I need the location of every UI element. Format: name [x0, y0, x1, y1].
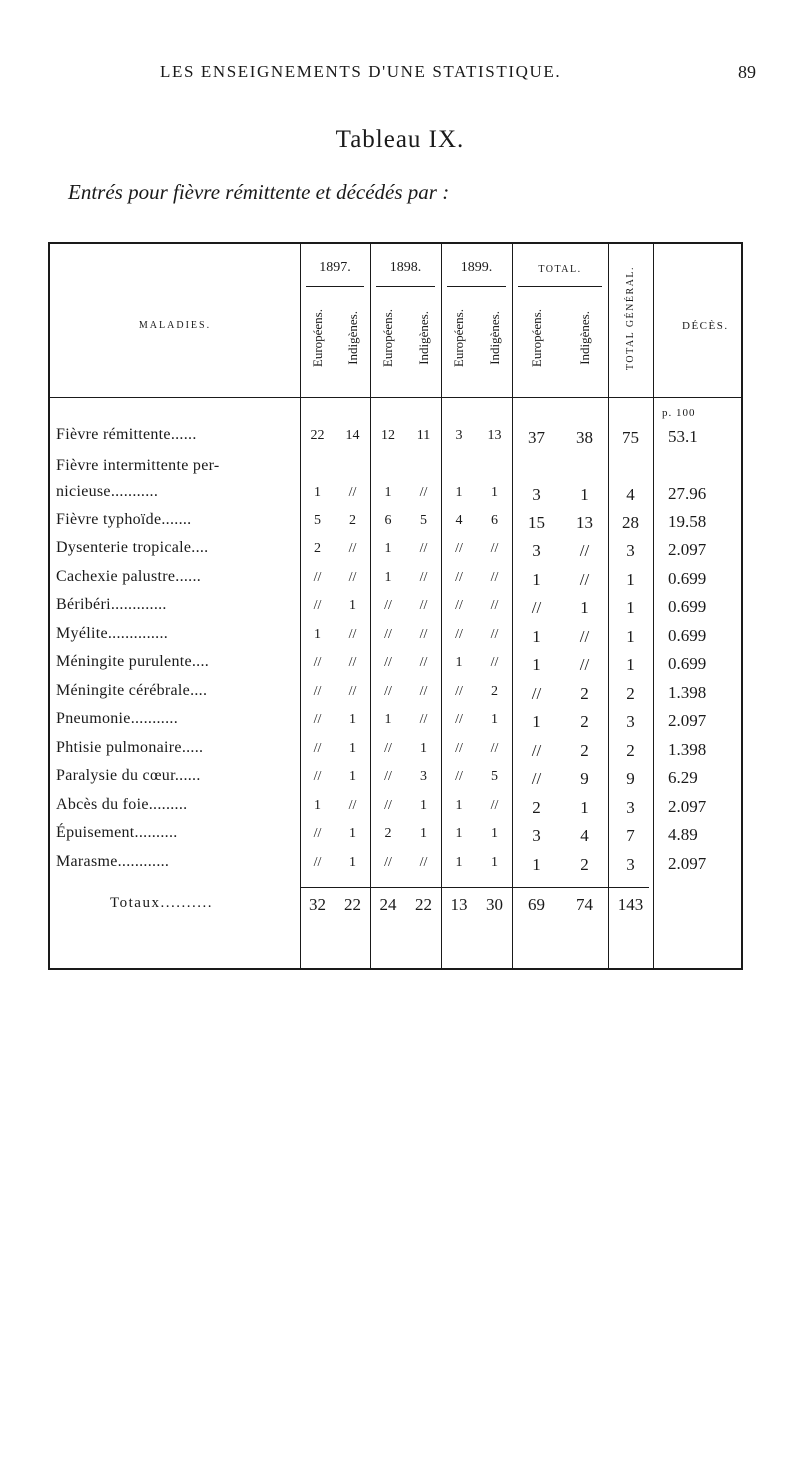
table-cell: 1 — [580, 484, 589, 504]
table-cell: 1 — [532, 626, 541, 646]
table-cell: // — [313, 854, 322, 870]
table-cell: 3 — [532, 484, 541, 504]
table-cell: // — [455, 569, 463, 585]
table-cell: 3 — [626, 797, 635, 817]
table-cell: 38 — [576, 428, 593, 447]
table-cell: 1 — [491, 826, 498, 841]
totals-cell: 143 — [617, 895, 644, 914]
table-row — [50, 424, 745, 453]
header-year: TOTAL. — [538, 264, 582, 275]
row-deces: 4.89 — [668, 825, 698, 844]
row-label: Phtisie pulmonaire..... — [56, 738, 204, 756]
table-cell: 5 — [314, 512, 321, 528]
table-cell: // — [384, 769, 392, 784]
table-cell: 1 — [532, 569, 541, 589]
header-total-general — [617, 254, 645, 382]
table-cell: 6 — [384, 512, 392, 528]
totals-cell: 30 — [486, 895, 503, 914]
header-subcolumn — [410, 292, 438, 384]
totals-cell: 22 — [415, 895, 432, 914]
table-cell: 7 — [626, 826, 635, 845]
table-row — [50, 537, 745, 566]
table-cell: // — [348, 797, 357, 813]
totals-cell: 32 — [309, 895, 326, 914]
row-deces: 1.398 — [668, 682, 707, 702]
table-cell: 9 — [580, 769, 589, 788]
table-cell: 2 — [384, 826, 392, 841]
table-cell: 3 — [532, 826, 541, 845]
header-subcolumn — [304, 292, 332, 384]
table-cell: 15 — [528, 512, 545, 532]
table-cell: // — [313, 569, 322, 585]
table-cell: 1 — [626, 598, 635, 617]
table-cell: // — [348, 655, 357, 670]
row-label: Pneumonie........... — [56, 710, 178, 727]
table-cell: 1 — [349, 712, 356, 727]
table-cell: 22 — [310, 428, 325, 443]
table-cell: 14 — [345, 428, 360, 443]
table-cell: // — [384, 854, 392, 870]
table-row — [50, 509, 745, 538]
table-cell: // — [419, 484, 428, 500]
table-cell: // — [384, 626, 392, 642]
deces-unit: p. 100 — [662, 407, 696, 419]
table-cell: // — [419, 598, 428, 613]
header-subcolumn-label: Européens. — [380, 308, 395, 368]
table-cell: // — [490, 740, 499, 756]
table-cell: 3 — [532, 541, 541, 560]
row-deces: 2.097 — [668, 540, 707, 559]
table-cell: 1 — [491, 712, 498, 727]
header-subcolumn-label: Européens. — [309, 308, 325, 368]
table-cell: // — [419, 541, 428, 556]
table-cell: 1 — [349, 854, 356, 870]
table-cell: 13 — [487, 428, 502, 443]
row-label: Fièvre rémittente...... — [56, 426, 197, 443]
table-cell: 1 — [384, 569, 392, 585]
header-year: 1899. — [460, 260, 493, 275]
header-subcolumn-label: Indigènes. — [486, 311, 502, 365]
table-subtitle: Entrés pour fièvre rémittente et décédés par : — [68, 180, 450, 204]
row-deces: 27.96 — [668, 483, 707, 503]
table-row — [50, 623, 745, 652]
table-cell: 1 — [455, 484, 463, 500]
table-cell: // — [455, 683, 463, 699]
table-cell: // — [579, 626, 590, 646]
table-cell: // — [531, 598, 542, 617]
header-subcolumn — [339, 292, 367, 384]
table-cell: // — [419, 683, 428, 699]
table-cell: // — [579, 569, 590, 589]
table-row — [50, 680, 745, 709]
table-row — [50, 794, 745, 823]
table-cell: 1 — [491, 854, 498, 870]
table-cell: // — [313, 712, 322, 727]
table-cell: 1 — [314, 626, 321, 642]
row-label: Fièvre intermittente per- nicieuse........... — [56, 456, 220, 500]
totals-rule — [300, 887, 649, 888]
row-deces: 0.699 — [668, 654, 707, 673]
table-row — [50, 765, 745, 794]
row-label: Méningite cérébrale.... — [56, 681, 208, 699]
table-cell: 4 — [580, 826, 589, 845]
row-deces: 2.097 — [668, 853, 707, 873]
table-cell: 13 — [576, 512, 593, 532]
table-row — [50, 737, 745, 766]
table-cell: // — [490, 541, 499, 556]
table-cell: 3 — [455, 428, 463, 443]
header-subcolumn-label: Indigènes. — [576, 311, 592, 365]
table-cell: 1 — [455, 854, 463, 870]
row-label: Béribéri............. — [56, 596, 167, 613]
table-cell: // — [531, 683, 542, 703]
table-cell: 1 — [455, 797, 463, 813]
table-cell: // — [313, 598, 322, 613]
table-cell: 5 — [491, 769, 498, 784]
table-cell: 1 — [580, 797, 589, 817]
table-cell: 37 — [528, 428, 545, 447]
table-cell: // — [419, 569, 428, 585]
table-cell: 1 — [455, 826, 463, 841]
table-cell: // — [419, 854, 428, 870]
row-label: Méningite purulente.... — [56, 653, 210, 670]
table-cell: 1 — [455, 655, 463, 670]
table-cell: // — [490, 598, 499, 613]
header-subcolumn — [481, 292, 509, 384]
table-cell: 1 — [532, 655, 541, 674]
table-cell: 5 — [420, 512, 427, 528]
table-cell: 75 — [622, 428, 639, 447]
table-cell: 3 — [626, 541, 635, 560]
table-cell: // — [531, 769, 542, 788]
table-cell: // — [348, 541, 357, 556]
table-title: Tableau IX. — [335, 126, 465, 153]
table-cell: // — [313, 740, 322, 756]
row-deces: 0.699 — [668, 568, 707, 588]
table-cell: 2 — [626, 740, 635, 760]
table-cell: // — [579, 541, 590, 560]
table-cell: 1 — [532, 712, 541, 731]
table-cell: 2 — [491, 683, 498, 699]
table-cell: 2 — [532, 797, 541, 817]
table-cell: // — [348, 484, 357, 500]
row-deces: 2.097 — [668, 711, 707, 730]
running-head-title: LES ENSEIGNEMENTS D'UNE STATISTIQUE. — [160, 62, 562, 81]
table-cell: 1 — [349, 598, 356, 613]
table-cell: // — [384, 655, 392, 670]
table-cell: // — [348, 683, 357, 699]
row-deces: 0.699 — [668, 597, 707, 616]
table-cell: // — [455, 769, 463, 784]
table-cell: // — [455, 712, 463, 727]
table-cell: 1 — [626, 569, 635, 589]
table-cell: // — [455, 541, 463, 556]
table-cell: 1 — [532, 854, 541, 874]
table-cell: 1 — [626, 655, 635, 674]
table-cell: 4 — [455, 512, 463, 528]
table-cell: 2 — [626, 683, 635, 703]
table-cell: 6 — [491, 512, 498, 528]
row-label: Paralysie du cœur...... — [56, 767, 201, 784]
page-number: 89 — [738, 62, 756, 82]
table-cell: 2 — [580, 712, 589, 731]
table-cell: // — [348, 569, 357, 585]
table-cell: 4 — [626, 484, 635, 504]
table-cell: 1 — [420, 740, 427, 756]
table-cell: // — [313, 683, 322, 699]
table-cell: 11 — [416, 428, 431, 443]
table-cell: // — [419, 712, 428, 727]
header-subcolumn — [523, 292, 551, 384]
year-brace — [306, 286, 364, 287]
totals-cell: 69 — [528, 895, 545, 914]
row-deces: 53.1 — [668, 427, 698, 446]
header-year: 1898. — [389, 260, 422, 275]
table-cell: // — [313, 826, 322, 841]
table-cell: 1 — [384, 712, 392, 727]
header-year: 1897. — [319, 260, 351, 275]
table-row — [50, 651, 745, 680]
table-cell: 3 — [626, 712, 635, 731]
table-cell: 2 — [580, 854, 589, 874]
row-label: Myélite.............. — [56, 624, 169, 642]
table-cell: 28 — [622, 512, 639, 532]
row-label: Dysenterie tropicale.... — [56, 539, 209, 556]
year-brace — [376, 286, 435, 287]
row-label: Abcès du foie......... — [56, 795, 188, 813]
header-subcolumn-label: Européens. — [528, 308, 544, 368]
table-cell: 2 — [580, 683, 589, 703]
totals-row — [50, 895, 745, 925]
table-row — [50, 594, 745, 623]
table-cell: // — [384, 740, 392, 756]
table-row — [50, 566, 745, 595]
table-cell: // — [348, 626, 357, 642]
table-cell: // — [579, 655, 590, 674]
row-deces: 0.699 — [668, 625, 707, 645]
row-label: Fièvre typhoïde....... — [56, 510, 192, 528]
table-cell: 1 — [349, 769, 356, 784]
row-deces: 6.29 — [668, 768, 698, 787]
table-cell: 1 — [349, 740, 356, 756]
table-cell: // — [313, 769, 322, 784]
row-deces: 2.097 — [668, 796, 707, 816]
year-brace — [518, 286, 602, 287]
table-row — [50, 851, 745, 880]
table-cell: 1 — [384, 484, 392, 500]
table-cell: // — [313, 655, 322, 670]
header-maladies: MALADIES. — [138, 320, 212, 331]
header-subcolumn-label: Indigènes. — [415, 311, 431, 365]
header-subcolumn — [445, 292, 473, 384]
totals-label: Totaux.......... — [110, 895, 213, 911]
header-subcolumn — [571, 292, 599, 384]
header-subcolumn — [374, 292, 402, 384]
table-cell: 1 — [314, 797, 321, 813]
table-cell: 1 — [420, 826, 427, 841]
table-cell: 2 — [349, 512, 356, 528]
table-cell: 1 — [580, 598, 589, 617]
header-subcolumn-label: Indigènes. — [344, 311, 360, 365]
table-cell: 3 — [626, 854, 635, 874]
header-subcolumn-label: Européens. — [451, 308, 466, 368]
table-cell: 1 — [491, 484, 498, 500]
totals-cell: 24 — [379, 895, 397, 914]
table-cell: // — [490, 655, 499, 670]
table-row — [50, 708, 745, 737]
running-head — [0, 62, 800, 86]
totals-cell: 74 — [576, 895, 593, 914]
totals-cell: 13 — [450, 895, 468, 914]
row-deces: 19.58 — [668, 511, 707, 531]
header-deces: DÉCÈS. — [682, 320, 729, 332]
table-cell: 1 — [420, 797, 427, 813]
table-cell: // — [419, 655, 428, 670]
table-cell: // — [384, 683, 392, 699]
table-cell: // — [490, 797, 499, 813]
table-cell: // — [490, 626, 499, 642]
table-cell: 1 — [349, 826, 356, 841]
table-cell: // — [419, 626, 428, 642]
table-cell: // — [455, 626, 463, 642]
row-label: Marasme............ — [56, 852, 170, 870]
table-cell: 2 — [314, 541, 321, 556]
statistics-table — [48, 242, 743, 970]
table-cell: // — [384, 797, 392, 813]
table-cell: // — [384, 598, 392, 613]
table-cell: // — [455, 740, 463, 756]
row-label: Épuisement.......... — [56, 824, 178, 841]
table-cell: 1 — [314, 484, 321, 500]
table-cell: 1 — [384, 541, 392, 556]
table-cell: 2 — [580, 740, 589, 760]
row-deces: 1.398 — [668, 739, 707, 759]
table-row — [50, 822, 745, 851]
table-cell: 12 — [381, 428, 395, 443]
table-row — [50, 453, 745, 509]
table-cell: // — [455, 598, 463, 613]
table-cell: 1 — [626, 626, 635, 646]
header-rule — [50, 397, 741, 398]
table-cell: 3 — [420, 769, 427, 784]
row-label: Cachexie palustre...... — [56, 567, 202, 585]
header-total-general-label: TOTAL GÉNÉRAL. — [625, 265, 636, 371]
table-cell: // — [490, 569, 499, 585]
year-brace — [447, 286, 506, 287]
totals-cell: 22 — [344, 895, 361, 914]
table-cell: // — [531, 740, 542, 760]
table-cell: 9 — [626, 769, 635, 788]
